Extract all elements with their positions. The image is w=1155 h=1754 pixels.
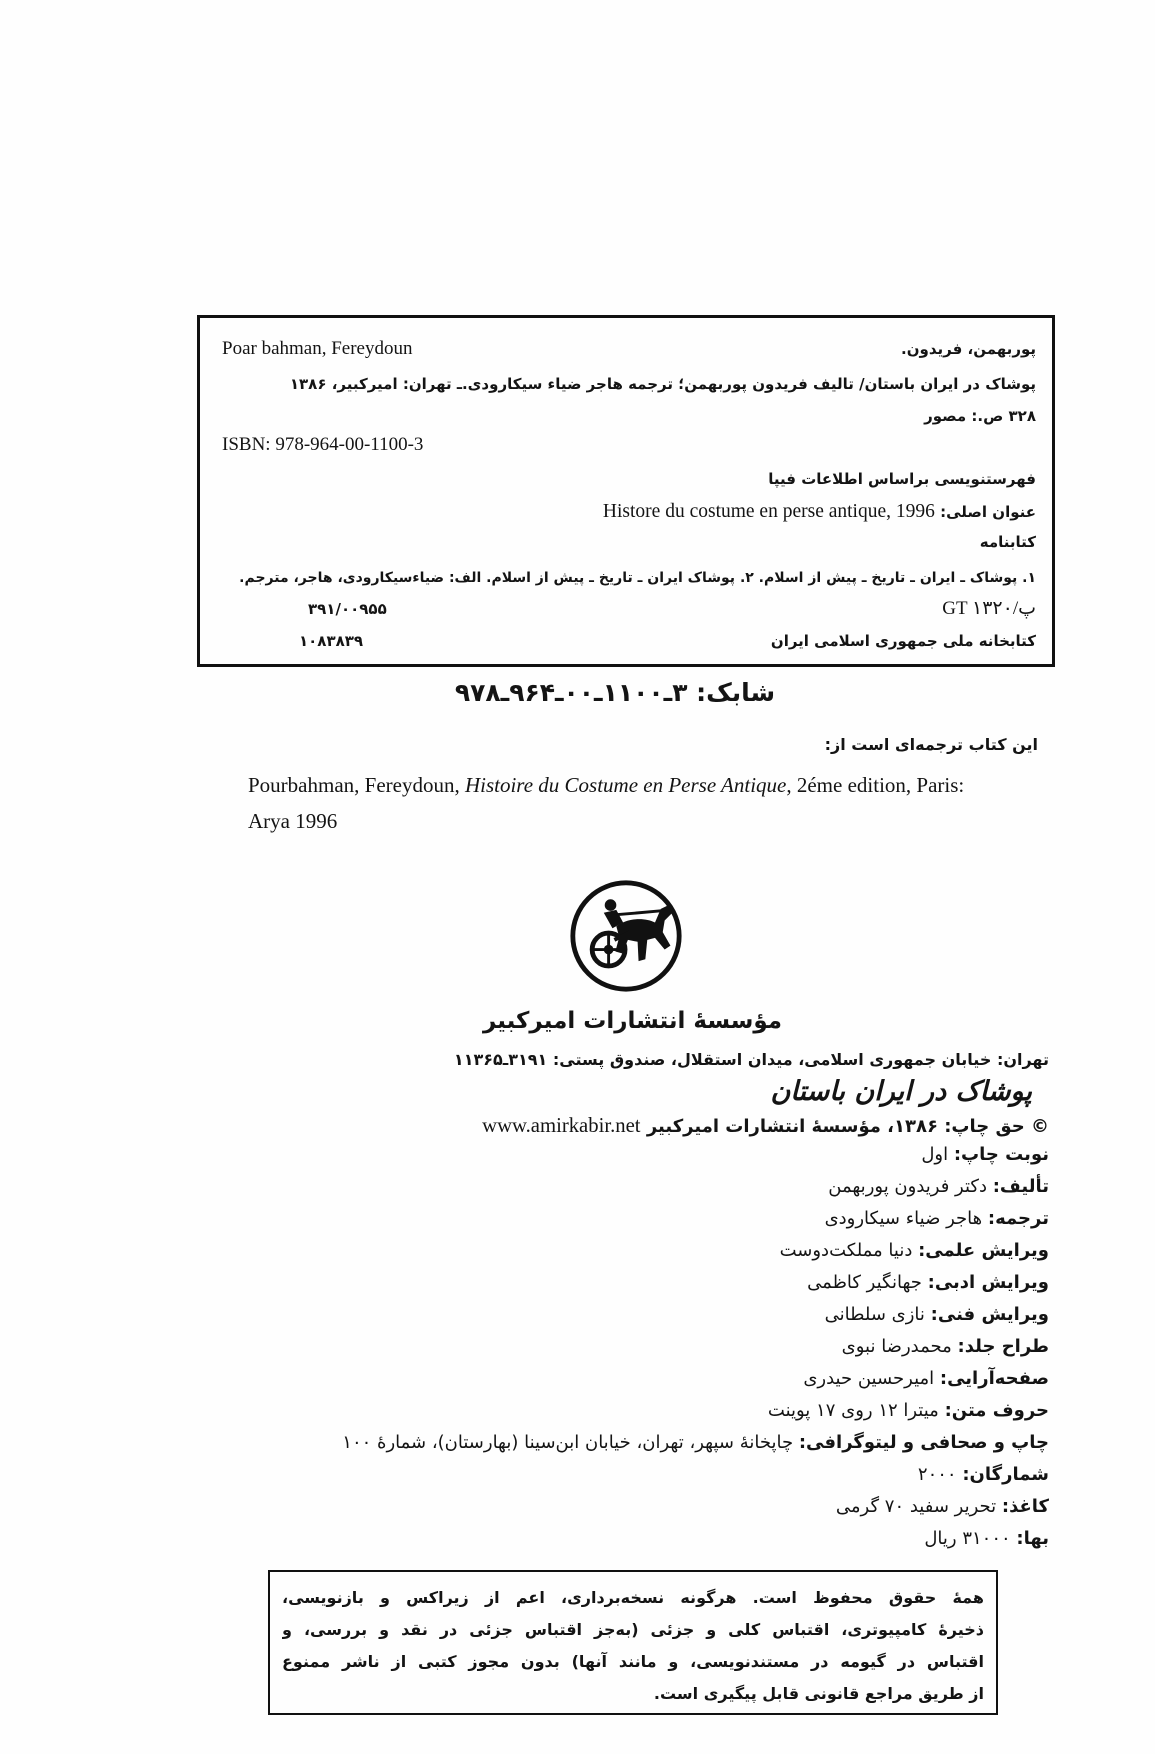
rights-notice-line: اقتباس در گیومه در مستندنویسی، و مانند آنها) بدون مجوز کتبی از ناشر ممنوع bbox=[282, 1652, 984, 1671]
rights-notice-box bbox=[268, 1570, 998, 1715]
book-title: پوشاک در ایران باستان bbox=[770, 1076, 1032, 1107]
catalog-row-original-title bbox=[222, 498, 1036, 526]
credit-label: ویرایش فنی: bbox=[930, 1304, 1049, 1325]
credit-label: کاغذ: bbox=[1001, 1496, 1049, 1517]
isbn-latin: ISBN: 978-964-00-1100-3 bbox=[222, 434, 424, 455]
credit-value: جهانگیر کاظمی bbox=[807, 1272, 922, 1293]
credit-typeface bbox=[330, 1395, 1049, 1427]
catalog-row-physical bbox=[222, 402, 1036, 430]
bibliography-note: کتابنامه bbox=[979, 533, 1036, 551]
credit-value: تحریر سفید ۷۰ گرمی bbox=[835, 1496, 997, 1517]
cataloging-note: فهرستنویسی براساس اطلاعات فیپا bbox=[768, 470, 1036, 488]
credit-author bbox=[330, 1171, 1049, 1203]
publisher-logo-icon bbox=[568, 878, 684, 994]
credit-label: شمارگان: bbox=[962, 1464, 1049, 1485]
credit-value: ۲۰۰۰ bbox=[917, 1464, 957, 1485]
title-statement: پوشاک در ایران باستان/ تالیف فریدون پوربهمن؛ ترجمه هاجر ضیاء سیکارودی.ـ تهران: امیرکبیر، ۱۳۸۶ bbox=[289, 375, 1036, 393]
credit-label: ترجمه: bbox=[987, 1208, 1049, 1229]
source-title: Histoire du Costume en Perse Antique bbox=[464, 773, 787, 797]
catalog-row-note bbox=[222, 465, 1036, 493]
credit-value: چاپخانهٔ سپهر، تهران، خیابان ابن‌سینا (بهارستان)، شمارهٔ ۱۰۰ bbox=[342, 1432, 794, 1453]
publisher-url: www.amirkabir.net bbox=[482, 1115, 641, 1137]
credit-value: محمدرضا نبوی bbox=[841, 1336, 952, 1357]
credits-list bbox=[330, 1139, 1049, 1555]
copyright-line bbox=[470, 1110, 1049, 1142]
publisher-address: تهران: خیابان جمهوری اسلامی، میدان استقلال، صندوق پستی: ۳۱۹۱ـ۱۱۳۶۵ bbox=[453, 1050, 1049, 1069]
copyright-text: حق چاپ: ۱۳۸۶، مؤسسهٔ انتشارات امیرکبیر bbox=[646, 1116, 1025, 1137]
translation-intro: این کتاب ترجمه‌ای است از: bbox=[824, 735, 1038, 754]
rights-notice-line: ذخیرهٔ کامپیوتری، اقتباس کلی و جزئی (به‌جز اقتباس جزئی در نقد و بررسی، و bbox=[282, 1620, 984, 1639]
credit-technical-editor bbox=[330, 1299, 1049, 1331]
dewey-number: ۳۹۱/۰۰۹۵۵ bbox=[308, 600, 387, 618]
credit-label: تألیف: bbox=[992, 1176, 1049, 1197]
national-library: کتابخانه ملی جمهوری اسلامی ایران bbox=[770, 632, 1036, 650]
catalog-row-library bbox=[222, 627, 1036, 655]
credit-scientific-editor bbox=[330, 1235, 1049, 1267]
credit-label: طراح جلد: bbox=[957, 1336, 1049, 1357]
credit-label: صفحه‌آرایی: bbox=[939, 1368, 1049, 1389]
author-latin: Poar bahman, Fereydoun bbox=[222, 338, 413, 359]
source-publisher: Arya 1996 bbox=[248, 809, 338, 833]
catalog-row-title bbox=[222, 370, 1036, 398]
credit-value: میترا ۱۲ روی ۱۷ پوینت bbox=[767, 1400, 939, 1421]
credit-paper bbox=[330, 1491, 1049, 1523]
source-citation-line-2 bbox=[248, 805, 1030, 837]
catalog-row-isbn bbox=[222, 431, 1036, 459]
original-title: Histore du costume en perse antique, 1996 bbox=[602, 501, 935, 522]
original-title-label: عنوان اصلی: bbox=[940, 503, 1036, 521]
catalog-row-bibliography bbox=[222, 528, 1036, 556]
catalog-row-classification bbox=[222, 595, 1036, 623]
credit-literary-editor bbox=[330, 1267, 1049, 1299]
credit-value: امیرحسین حیدری bbox=[803, 1368, 935, 1389]
credit-print-run bbox=[330, 1139, 1049, 1171]
credit-layout bbox=[330, 1363, 1049, 1395]
isbn-persian: شابک: ۳ـ۱۱۰۰ـ۰۰ـ۹۶۴ـ۹۷۸ bbox=[454, 678, 776, 707]
credit-value: دنیا مملکت‌دوست bbox=[779, 1240, 913, 1261]
credit-label: حروف متن: bbox=[944, 1400, 1049, 1421]
national-bibliography-number: ۱۰۸۳۸۳۹ bbox=[299, 632, 364, 650]
credit-printing bbox=[330, 1427, 1049, 1459]
credit-label: بها: bbox=[1016, 1528, 1049, 1549]
credit-circulation bbox=[330, 1459, 1049, 1491]
lc-classification: GT ۱۳۲۰/پ bbox=[942, 598, 1036, 619]
credit-value: اول bbox=[921, 1144, 949, 1165]
credit-label: ویرایش ادبی: bbox=[927, 1272, 1049, 1293]
credit-price bbox=[330, 1523, 1049, 1555]
credit-label: ویرایش علمی: bbox=[918, 1240, 1049, 1261]
source-author: Pourbahman, Fereydoun, bbox=[248, 773, 465, 797]
credit-value: دکتر فریدون پوربهمن bbox=[828, 1176, 987, 1197]
catalog-row-author bbox=[222, 335, 1036, 363]
credit-translator bbox=[330, 1203, 1049, 1235]
cataloging-record-box bbox=[197, 315, 1055, 667]
credit-value: نازی سلطانی bbox=[824, 1304, 925, 1325]
subject-headings: ۱. پوشاک ـ ایران ـ تاریخ ـ پیش از اسلام. ۲. پوشاک ایران ـ تاریخ ـ پیش از اسلام. الف: ضیاءسیکارودی، هاجر، مترجم. bbox=[239, 570, 1036, 586]
rights-notice-line: از طریق مراجع قانونی قابل پیگیری است. bbox=[653, 1684, 984, 1703]
source-edition: , 2éme edition, Paris: bbox=[786, 773, 965, 797]
original-title-line bbox=[603, 498, 1036, 526]
physical-description: ۳۲۸ ص.: مصور bbox=[924, 407, 1036, 425]
credit-value: ۳۱۰۰۰ ریال bbox=[924, 1528, 1011, 1549]
copyright-symbol: © bbox=[1031, 1116, 1049, 1137]
catalog-row-subjects bbox=[222, 564, 1036, 592]
rights-notice-line: همهٔ حقوق محفوظ است. هرگونه نسخه‌برداری، اعم از زیراکس و بازنویسی، bbox=[282, 1588, 984, 1607]
credit-cover-designer bbox=[330, 1331, 1049, 1363]
credit-value: هاجر ضیاء سیکارودی bbox=[824, 1208, 983, 1229]
credit-label: چاپ و صحافی و لیتوگرافی: bbox=[798, 1432, 1049, 1453]
author-persian: پوربهمن، فریدون. bbox=[901, 340, 1036, 358]
publisher-name: مؤسسهٔ انتشارات امیرکبیر bbox=[482, 1008, 783, 1034]
source-citation-line-1 bbox=[248, 769, 1030, 801]
credit-label: نوبت چاپ: bbox=[953, 1144, 1049, 1165]
